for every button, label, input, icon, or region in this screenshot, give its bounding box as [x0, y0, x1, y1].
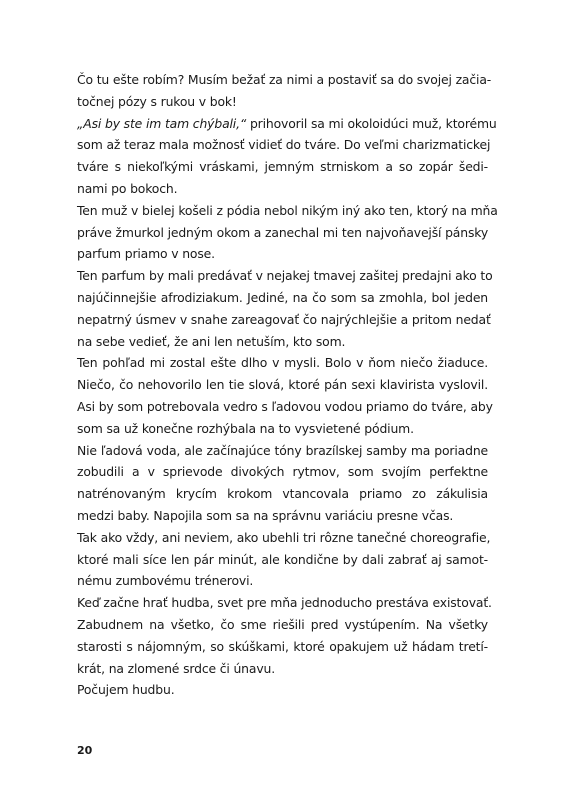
text-line: [77, 331, 488, 353]
body-text: [77, 69, 498, 701]
text-line: [77, 222, 488, 244]
line-text: Nie ľadová voda, ale začínajúce tóny brazílskej samby ma poriadne: [77, 442, 488, 458]
text-line: [77, 505, 488, 527]
line-text: prihovoril sa mi okoloidúci muž, ktorému: [246, 115, 497, 131]
line-text: ktoré mali síce len pár minút, ale kondične by dali zabrať aj samot-: [77, 551, 488, 567]
text-line: [77, 527, 491, 549]
text-line: [77, 287, 488, 309]
line-text: nepatrný úsmev v snahe zareagovať čo najrýchlejšie a pritom nedať: [77, 311, 491, 327]
text-line: [77, 200, 498, 222]
text-line: [77, 178, 488, 200]
line-text: tváre s niekoľkými vráskami, jemným strniskom a so zopár šedi-: [77, 159, 488, 175]
line-text: točnej pózy s rukou v bok!: [77, 93, 237, 109]
line-text: Zabudnem na všetko, čo sme riešili pred vystúpením. Na všetky: [77, 616, 488, 632]
line-text: som sa už konečne rozhýbala na to vysvietené pódium.: [77, 420, 414, 436]
line-text: som až teraz mala možnosť vidieť do tváre. Do veľmi charizmatickej: [77, 137, 491, 153]
text-line: [77, 352, 488, 374]
line-text: nému zumbovému trénerovi.: [77, 573, 254, 589]
line-text: Tak ako vždy, ani neviem, ako ubehli tri rôzne tanečné choreografie,: [77, 529, 491, 545]
text-line: [77, 592, 492, 614]
line-text: parfum priamo v nose.: [77, 246, 215, 262]
line-text: na sebe vedieť, že ani len netuším, kto som.: [77, 333, 346, 349]
text-line: [77, 134, 491, 156]
text-line: [77, 440, 488, 462]
text-line: [77, 549, 488, 571]
line-text: Niečo, čo nehovorilo len tie slová, ktoré pán sexi klavirista vyslovil.: [77, 377, 488, 393]
page-number: 20: [77, 744, 93, 757]
text-line: [77, 396, 493, 418]
line-text: starosti s nájomným, so skúškami, ktoré opakujem už hádam tretí-: [77, 638, 488, 654]
line-text: Počujem hudbu.: [77, 682, 175, 698]
text-line: [77, 113, 497, 135]
line-text: Čo tu ešte robím? Musím bežať za nimi a postaviť sa do svojej začia-: [77, 72, 492, 87]
text-line: [77, 243, 488, 265]
line-text: práve žmurkol jedným okom a zanechal mi ten najvoňavejší pánsky: [77, 224, 489, 240]
text-line: [77, 418, 488, 440]
text-line: [77, 156, 488, 178]
line-text: natrénovaným krycím krokom vtancovala priamo zo zákulisia: [77, 486, 488, 502]
line-text: najúčinnejšie afrodiziakum. Jediné, na čo som sa zmohla, bol jeden: [77, 289, 488, 305]
text-line: [77, 483, 488, 505]
text-line: [77, 614, 488, 636]
line-text: krát, na zlomené srdce či únavu.: [77, 660, 276, 676]
text-line: [77, 69, 492, 91]
text-line: [77, 309, 491, 331]
text-line: [77, 679, 488, 701]
text-line: [77, 636, 488, 658]
line-text: nami po bokoch.: [77, 180, 178, 196]
text-line: [77, 91, 488, 113]
line-text: Keď začne hrať hudba, svet pre mňa jednoducho prestáva existovať.: [77, 595, 492, 611]
line-text: medzi baby. Napojila som sa na správnu variáciu presne včas.: [77, 507, 454, 523]
line-text: zobudili a v sprievode divokých rytmov, som svojím perfektne: [77, 464, 488, 480]
line-text: Asi by som potrebovala vedro s ľadovou vodou priamo do tváre, aby: [77, 398, 493, 414]
text-line: [77, 570, 488, 592]
text-line: [77, 374, 488, 396]
line-text: Ten parfum by mali predávať v nejakej tmavej zašitej predajni ako to: [77, 268, 493, 284]
text-line: [77, 658, 488, 680]
text-line: [77, 461, 488, 483]
text-line: [77, 265, 493, 287]
line-text: Ten pohľad mi zostal ešte dlho v mysli. Bolo v ňom niečo žiaduce.: [77, 355, 488, 371]
quoted-speech: „Asi by ste im tam chýbali,“: [77, 115, 247, 131]
line-text: Ten muž v bielej košeli z pódia nebol nikým iný ako ten, ktorý na mňa: [77, 202, 498, 218]
